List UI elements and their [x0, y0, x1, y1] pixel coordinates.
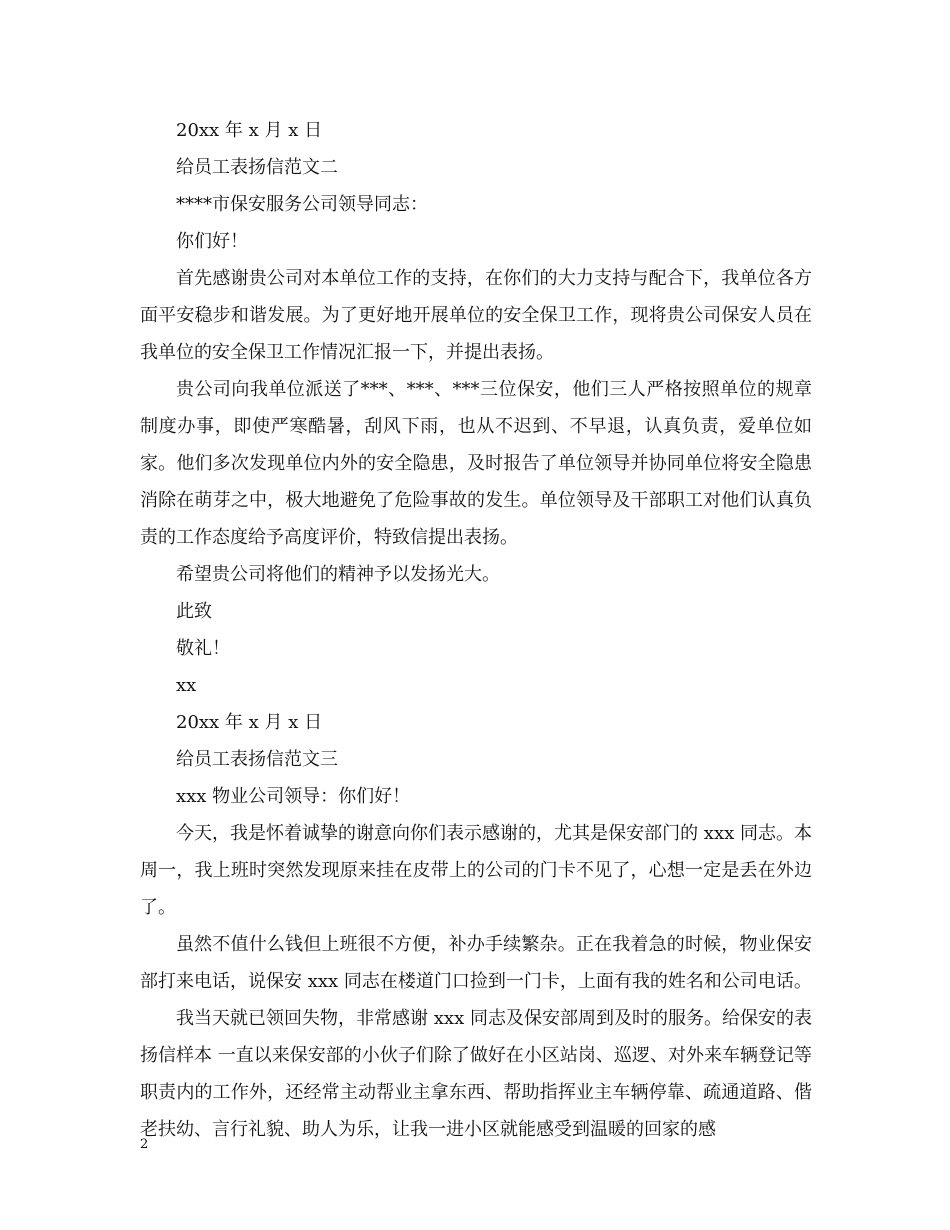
page-number: 2 [140, 1137, 149, 1152]
signature: xx [176, 675, 197, 696]
body-paragraph: 我当天就已领回失物，非常感谢 xxx 同志及保安部周到及时的服务。给保安的表扬信样本 一直以来保安部的小伙子们除了做好在小区站岗、巡逻、对外来车辆登记等职责内的工作外，还经常主动帮业主拿东西、帮助指挥业主车辆停靠、疏通道路、偕老扶幼、言行礼貌、助人为乐，让我一进小区就能感受到温暖的回家的感 [140, 1008, 812, 1140]
closing-line: 此致 [176, 601, 212, 622]
body-paragraph: 虽然不值什么钱但上班很不方便，补办手续繁杂。正在我着急的时候，物业保安部打来电话，说保安 xxx 同志在楼道门口捡到一门卡，上面有我的姓名和公司电话。 [140, 934, 812, 992]
salutation: ****市保安服务公司领导同志： [176, 194, 428, 215]
closing-salute: 敬礼！ [176, 638, 230, 659]
body-paragraph: 今天，我是怀着诚挚的谢意向你们表示感谢的，尤其是保安部门的 xxx 同志。本周一，我上班时突然发现原来挂在皮带上的公司的门卡不见了，心想一定是丢在外边了。 [140, 823, 812, 918]
body-paragraph: 首先感谢贵公司对本单位工作的支持，在你们的大力支持与配合下，我单位各方面平安稳步和谐发展。为了更好地开展单位的安全保卫工作，现将贵公司保安人员在我单位的安全保卫工作情况汇报一下，并提出表扬。 [140, 268, 812, 363]
greeting: 你们好！ [176, 231, 248, 252]
section-heading-3: 给员工表扬信范文三 [176, 749, 338, 770]
body-paragraph: 希望贵公司将他们的精神予以发扬光大。 [176, 564, 500, 585]
date-line: 20xx 年 x 月 x 日 [176, 120, 323, 141]
date-line: 20xx 年 x 月 x 日 [176, 712, 323, 733]
body-paragraph: 贵公司向我单位派送了***、***、***三位保安，他们三人严格按照单位的规章制度办事，即使严寒酷暑，刮风下雨，也从不迟到、不早退，认真负责，爱单位如家。他们多次发现单位内外的安全隐患，及时报告了单位领导并协同单位将安全隐患消除在萌芽之中，极大地避免了危险事故的发生。单位领导及干部职工对他们认真负责的工作态度给予高度评价，特致信提出表扬。 [140, 379, 812, 548]
section-heading-2: 给员工表扬信范文二 [176, 157, 338, 178]
salutation: xxx 物业公司领导：你们好！ [176, 786, 411, 807]
document-body [140, 112, 812, 1148]
